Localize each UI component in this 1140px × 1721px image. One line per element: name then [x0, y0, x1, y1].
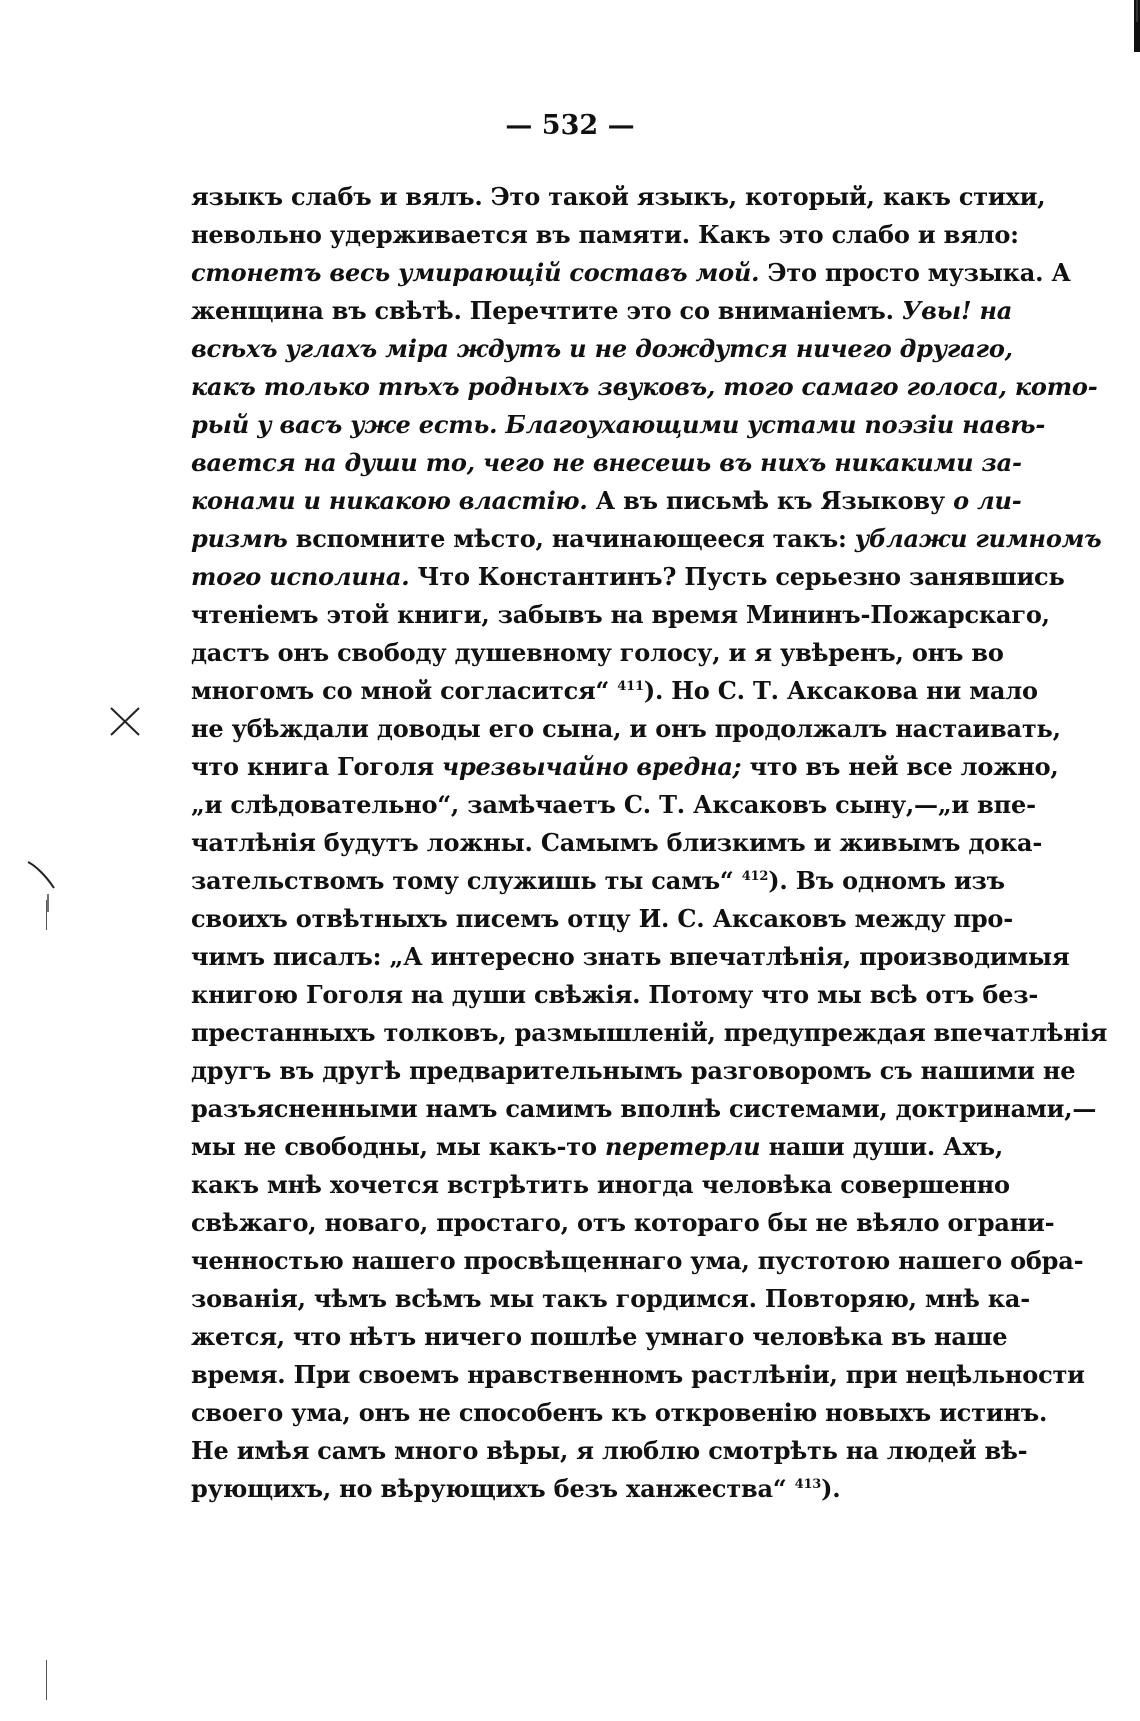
italic-segment: всѣхъ углахъ міра ждутъ и не дождутся ничего другаго, [191, 334, 1013, 363]
text-segment: ). Но С. Т. Аксакова ни мало [643, 676, 1038, 705]
text-line [191, 254, 1071, 292]
text-segment: престанныхъ толковъ, размышленій, предупреждая впечатлѣнія [191, 1018, 1108, 1047]
text-segment: женщина въ свѣтѣ. Перечтите это со вниманіемъ. [191, 296, 902, 325]
text-line [191, 1014, 1108, 1052]
text-line [191, 482, 1022, 520]
text-line [191, 1128, 1003, 1166]
text-line [191, 634, 1003, 672]
margin-tick [46, 1660, 47, 1700]
text-line [191, 558, 1065, 596]
text-segment: своихъ отвѣтныхъ писемъ отцу И. С. Аксаковъ между про- [191, 904, 1013, 933]
text-line [191, 1090, 1097, 1128]
text-line [191, 1166, 1010, 1204]
page-number: — 532 — [505, 110, 635, 141]
text-line [191, 1052, 1076, 1090]
text-line [191, 178, 1046, 216]
text-segment: чимъ писалъ: „А интересно знать впечатлѣнія, производимыя [191, 942, 1070, 971]
text-segment: зованія, чѣмъ всѣмъ мы такъ гордимся. Повторяю, мнѣ ка- [191, 1284, 1031, 1313]
text-segment: ченностью нашего просвѣщеннаго ума, пустотою нашего обра- [191, 1246, 1084, 1275]
text-line [191, 862, 1003, 900]
text-line [191, 672, 1038, 710]
text-line [191, 444, 1022, 482]
text-line [191, 520, 1102, 558]
text-segment: чатлѣнія будутъ ложны. Самымъ близкимъ и живымъ дока- [191, 828, 1043, 857]
text-line [191, 368, 1098, 406]
text-line [191, 786, 1036, 824]
text-segment: Это просто музыка. А [759, 258, 1071, 287]
text-segment: жется, что нѣтъ ничего пошлѣе умнаго человѣка въ наше [191, 1322, 1008, 1351]
text-line [191, 938, 1070, 976]
text-segment: ). Въ одномъ изъ [768, 866, 1005, 895]
text-segment: вспомните мѣсто, начинающееся такъ: [287, 524, 855, 553]
text-line [191, 1470, 1003, 1508]
text-segment: А въ письмѣ къ Языкову [587, 486, 954, 515]
italic-segment: того исполина. [191, 562, 410, 591]
text-segment: чтеніемъ этой книги, забывъ на время Мининъ-Пожарскаго, [191, 600, 1050, 629]
text-segment: свѣжаго, новаго, простаго, отъ котораго бы не вѣяло ограни- [191, 1208, 1055, 1237]
italic-segment: вается на души то, чего не внесешь въ нихъ никакими за- [191, 448, 1022, 477]
italic-segment: конами и никакою властію. [191, 486, 588, 515]
text-segment: наши души. Ахъ, [760, 1132, 1003, 1161]
margin-cross-mark [108, 704, 142, 738]
body-text [191, 178, 1108, 1508]
text-segment: время. При своемъ нравственномъ растлѣніи, при нецѣльности [191, 1360, 1085, 1389]
text-segment: языкъ слабъ и вялъ. Это такой языкъ, который, какъ стихи, [191, 182, 1046, 211]
text-segment: разъясненными намъ самимъ вполнѣ системами, доктринами,— [191, 1094, 1097, 1123]
text-line [191, 1204, 1055, 1242]
italic-segment: ризмѣ [191, 524, 288, 553]
text-line [191, 748, 1059, 786]
text-line [191, 1356, 1085, 1394]
text-line [191, 710, 1061, 748]
text-line [191, 1242, 1084, 1280]
italic-segment: стонетъ весь умирающій составъ мой. [191, 258, 760, 287]
italic-segment: ублажи гимномъ [854, 524, 1102, 553]
italic-segment: рый у васъ уже есть. Благоухающими устами поэзіи навѣ- [191, 410, 1046, 439]
text-segment: не убѣждали доводы его сына, и онъ продолжалъ настаивать, [191, 714, 1061, 743]
text-segment: своего ума, онъ не способенъ къ откровенію новыхъ истинъ. [191, 1398, 1048, 1427]
text-line [191, 1280, 1031, 1318]
scan-edge-mark-inner [1136, 0, 1138, 22]
text-line [191, 900, 1013, 938]
text-line [191, 216, 1019, 254]
text-segment: зательствомъ тому служишь ты самъ“ [191, 866, 742, 895]
text-segment: Не имѣя самъ много вѣры, я люблю смотрѣть на людей вѣ- [191, 1436, 1028, 1465]
text-segment: книгою Гоголя на души свѣжія. Потому что мы всѣ отъ без- [191, 980, 1039, 1009]
italic-segment: о ли- [953, 486, 1022, 515]
text-line [191, 976, 1039, 1014]
italic-segment: Увы! на [901, 296, 1013, 325]
italic-segment: перетерли [604, 1132, 761, 1161]
text-segment: что книга Гоголя [191, 752, 443, 781]
text-segment: невольно удерживается въ памяти. Какъ это слабо и вяло: [191, 220, 1019, 249]
text-segment: многомъ со мной согласится“ [191, 676, 618, 705]
text-line [191, 1394, 1048, 1432]
footnote-ref: 412 [741, 869, 769, 884]
text-line [191, 1318, 1008, 1356]
text-line [191, 292, 1013, 330]
italic-segment: какъ только тѣхъ родныхъ звуковъ, того самаго голоса, кото- [191, 372, 1098, 401]
margin-pen-mark [24, 858, 64, 914]
text-segment: ). [821, 1474, 841, 1503]
italic-segment: чрезвычайно вредна; [442, 752, 742, 781]
text-segment: рующихъ, но вѣрующихъ безъ ханжества“ [191, 1474, 795, 1503]
text-segment: другъ въ другѣ предварительнымъ разговоромъ съ нашими не [191, 1056, 1076, 1085]
footnote-ref: 413 [794, 1477, 822, 1492]
text-segment: что въ ней все ложно, [741, 752, 1059, 781]
text-segment: какъ мнѣ хочется встрѣтить иногда человѣка совершенно [191, 1170, 1010, 1199]
text-line [191, 406, 1046, 444]
text-line [191, 330, 1013, 368]
text-line [191, 1432, 1028, 1470]
text-segment: Что Константинъ? Пусть серьезно занявшись [409, 562, 1065, 591]
text-line [191, 596, 1050, 634]
text-segment: мы не свободны, мы какъ-то [191, 1132, 605, 1161]
text-line [191, 824, 1043, 862]
text-segment: дастъ онъ свободу душевному голосу, и я увѣренъ, онъ во [191, 638, 1004, 667]
footnote-ref: 411 [617, 679, 644, 694]
text-segment: „и слѣдовательно“, замѣчаетъ С. Т. Аксаковъ сыну,—„и впе- [191, 790, 1036, 819]
